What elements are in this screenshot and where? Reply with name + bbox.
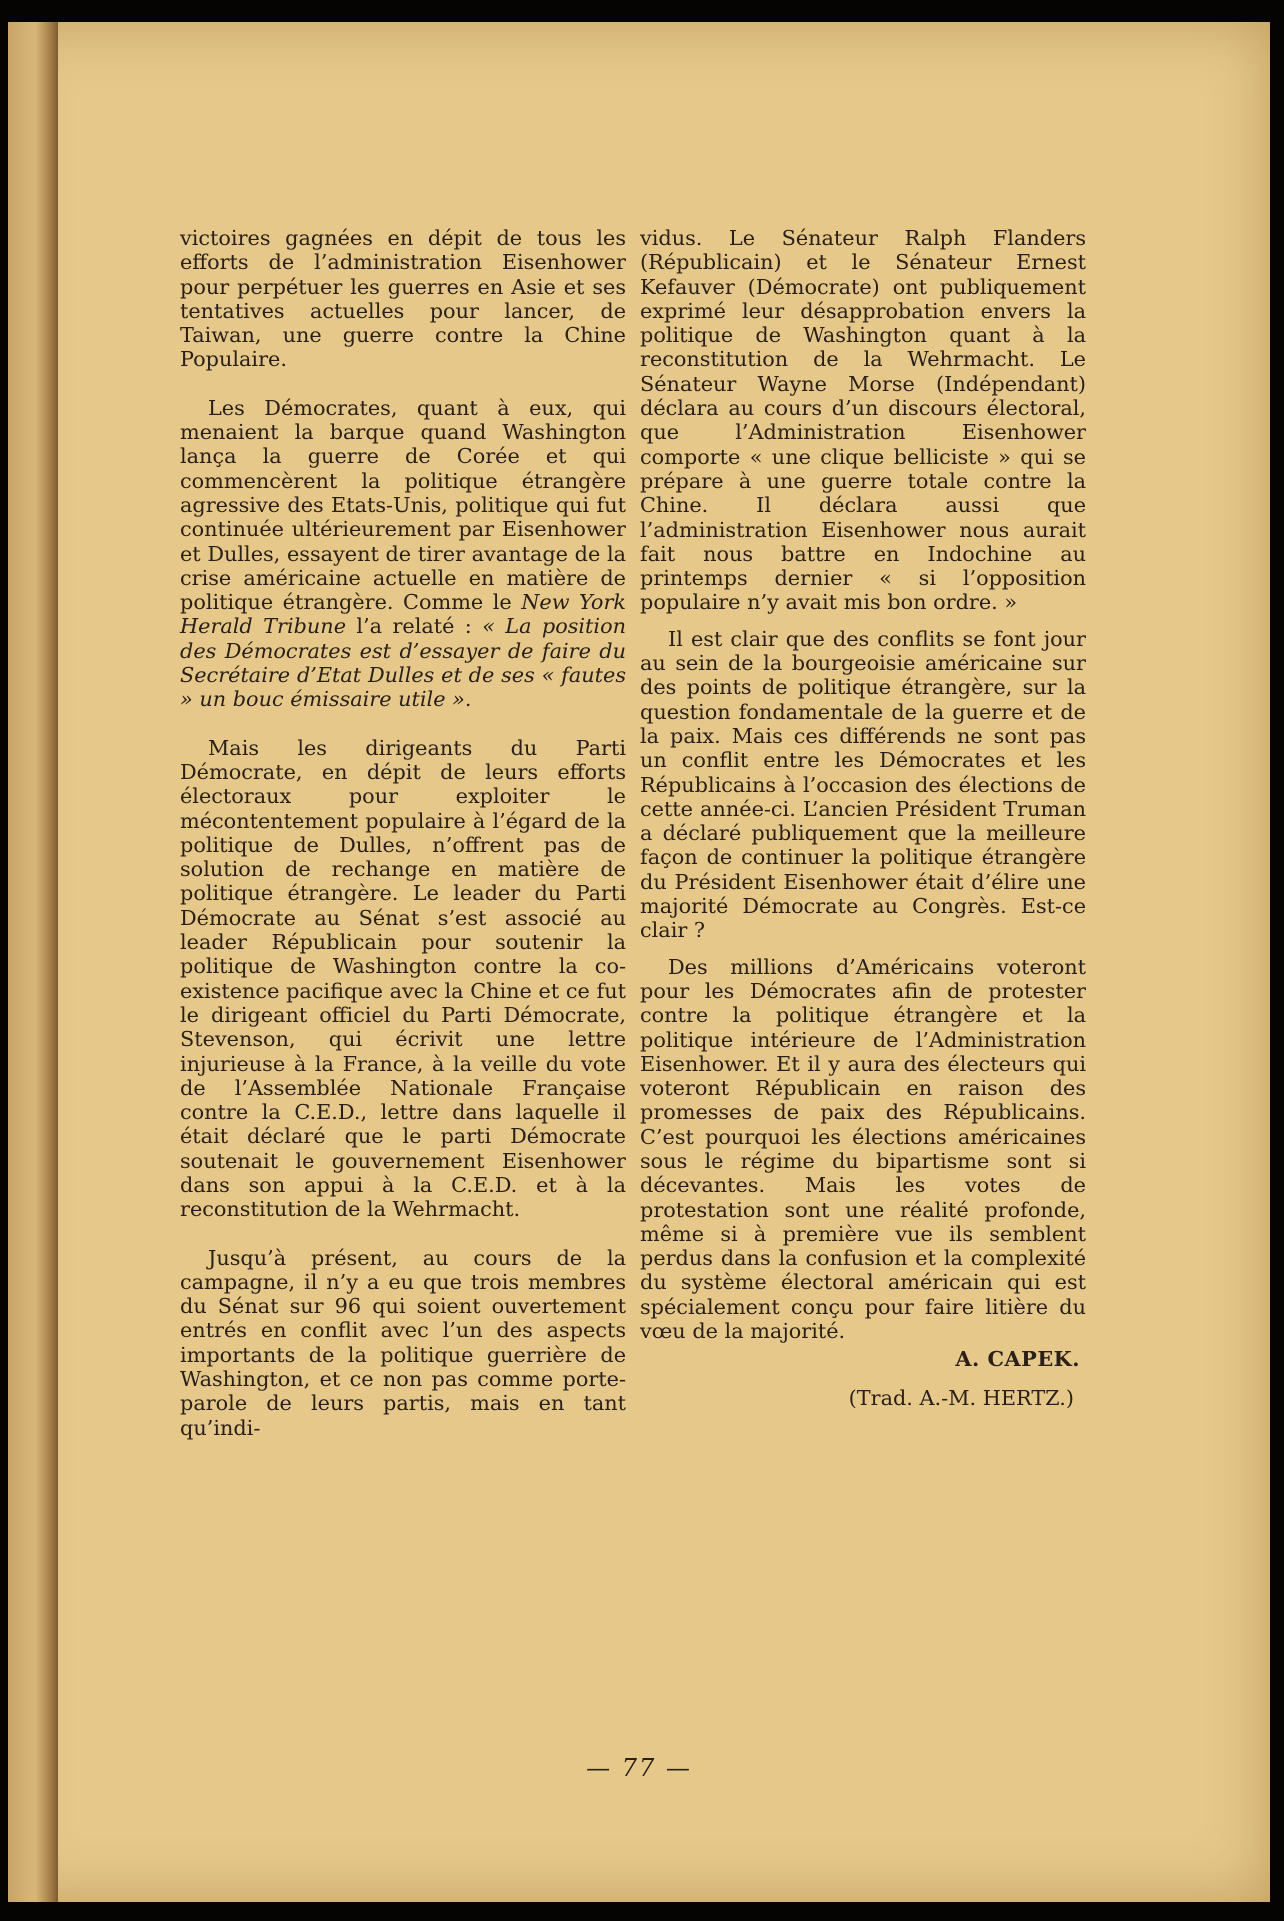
left-column — [180, 226, 626, 1444]
author-signature: A. CAPEK. — [955, 1346, 1080, 1372]
paragraph: vidus. Le Sénateur Ralph Flanders (Républicain) et le Sénateur Ernest Kefauver (Démocrate) ont publiquement exprimé leur désapprobation envers la politique de Washington quant à la reconstitution de la Wehrmacht. Le Sénateur Wayne Morse (Indépendant) déclara au cours d’un discours électoral, que l’Administration Eisenhower comporte « une clique belliciste » qui se prépare à une guerre totale contre la Chine. Il déclara aussi que l’administration Eisenhower nous aurait fait nous battre en Indochine au printemps dernier « si l’opposition populaire n’y avait mis bon ordre. » — [640, 226, 1086, 615]
translator-credit: (Trad. A.-M. HERTZ.) — [848, 1385, 1074, 1410]
book-page — [8, 22, 1270, 1902]
paragraph: Il est clair que des conflits se font jour au sein de la bourgeoisie américaine sur des points de politique étrangère, sur la question fondamentale de la guerre et de la paix. Mais ces différends ne sont pas un conflit entre les Démocrates et les Républicains à l’occasion des élections de cette année-ci. L’ancien Président Truman a déclaré publiquement que la meilleure façon de continuer la politique étrangère du Président Eisenhower était d’élire une majorité Démocrate au Congrès. Est-ce clair ? — [640, 626, 1086, 943]
binding-gutter — [8, 22, 58, 1902]
paragraph: Des millions d’Américains voteront pour les Démocrates afin de protester contre la politique étrangère et la politique intérieure de l’Administration Eisenhower. Et il y aura des électeurs qui voteront Républicain en raison des promesses de paix des Républicains. C’est pourquoi les élections américaines sous le régime du bipartisme sont si décevantes. Mais les votes de protestation sont une réalité profonde, même si à première vue ils semblent perdus dans la confusion et la complexité du système électoral américain qui est spécialement conçu pour faire litière du vœu de la majorité. — [640, 954, 1086, 1344]
paragraph: victoires gagnées en dépit de tous les efforts de l’administration Eisenhower pour perpétuer les guerres en Asie et ses tentatives actuelles pour lancer, de Taiwan, une guerre contre la Chine Populaire. — [180, 226, 626, 372]
quotation: « La position des Démocrates est d’essayer de faire du Secrétaire d’Etat Dulles et de ses « fautes » un bouc émissaire utile ». — [180, 614, 626, 712]
paragraph: Mais les dirigeants du Parti Démocrate, en dépit de leurs efforts électoraux pour exploiter le mécontentement populaire à l’égard de la politique de Dulles, n’offrent pas de solution de rechange en matière de politique étrangère. Le leader du Parti Démocrate au Sénat s’est associé au leader Républicain pour soutenir la politique de Washington contre la co-existence pacifique avec la Chine et ce fut le dirigeant officiel du Parti Démocrate, Stevenson, qui écrivit une lettre injurieuse à la France, à la veille du vote de l’Assemblée Nationale Française contre la C.E.D., lettre dans laquelle il était déclaré que le parti Démocrate soutenait le gouvernement Eisenhower dans son appui à la C.E.D. et à la reconstitution de la Wehrmacht. — [180, 735, 626, 1222]
paragraph: Les Démocrates, quant à eux, qui menaient la barque quand Washington lança la guerre de Corée et qui commencèrent la politique étrangère agressive des Etats-Unis, politique qui fut continuée ultérieurement par Eisenhower et Dulles, essayent de tirer avantage de la crise américaine actuelle en matière de politique étrangère. Comme le New York Herald Tribune l’a relaté : « La position des Démocrates est d’essayer de faire du Secrétaire d’Etat Dulles et de ses « fautes » un bouc émissaire utile ». — [180, 395, 626, 712]
paragraph: Jusqu’à présent, au cours de la campagne, il n’y a eu que trois membres du Sénat sur 96 qui soient ouvertement entrés en conflit avec l’un des aspects importants de la politique guerrière de Washington, et ce non pas comme porte-parole de leurs partis, mais en tant qu’indi- — [180, 1245, 626, 1440]
page-number: — 77 — — [586, 1754, 692, 1782]
newspaper-title: New York Herald Tribune — [180, 590, 626, 639]
right-column — [640, 226, 1086, 1410]
